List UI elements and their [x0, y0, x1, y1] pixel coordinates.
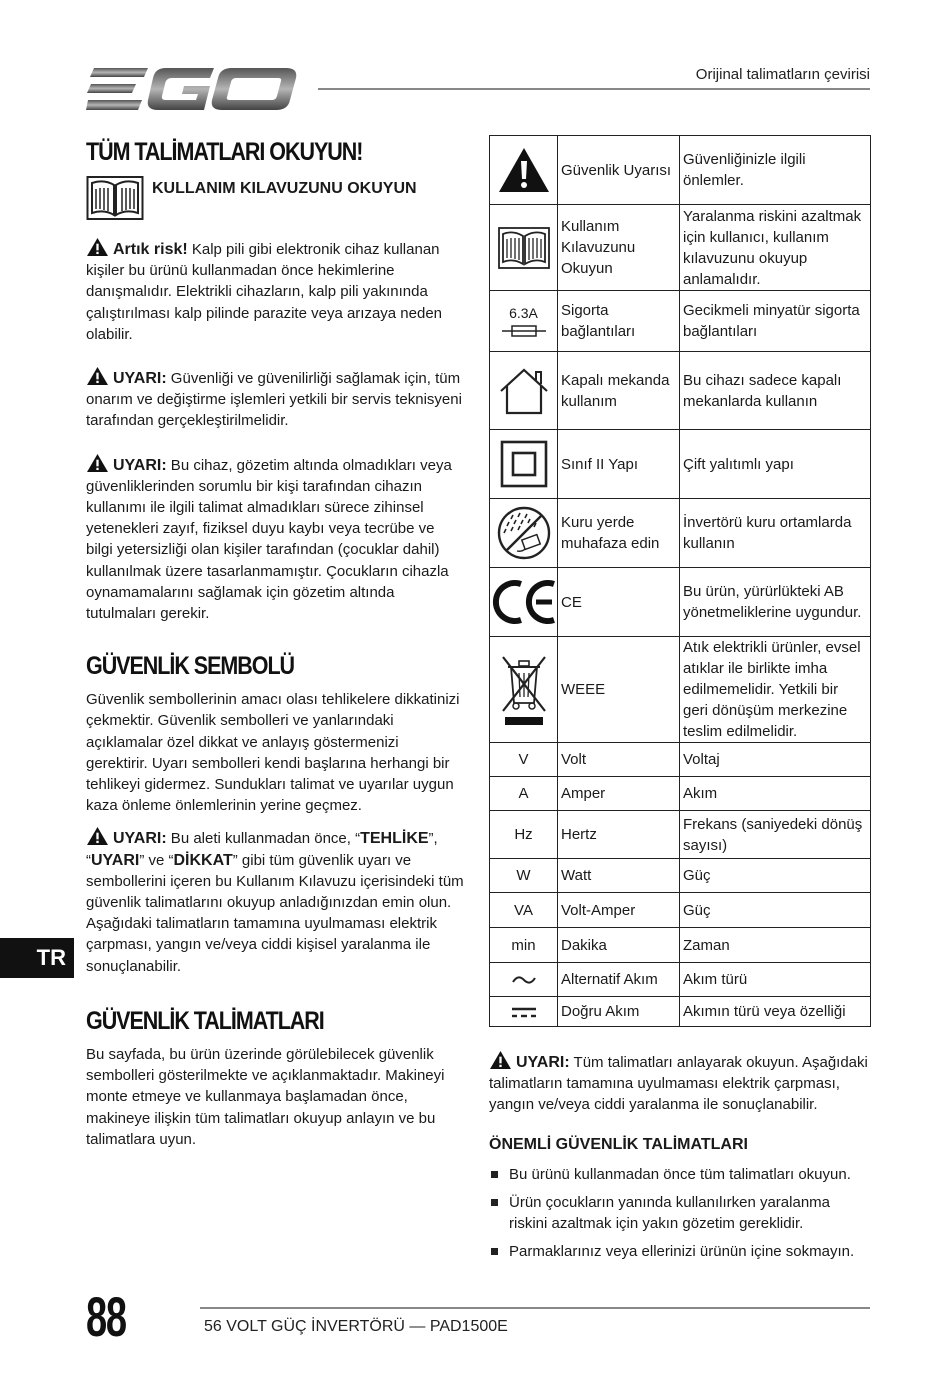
warning-text: ” gibi tüm güvenlik uyarı ve sembollerini içeren bu Kullanım Kılavuzu içerisindeki tüm güvenlik talimatlarını okuyup anladığınızdan emin olun. Aşağıdaki talimatların tamamına uyulmaması elektrik çarpması, yangın ve/veya ciddi kişisel yaralanma ile sonuçlanabilir.: [86, 851, 464, 975]
safety-instructions-paragraph: Bu sayfada, bu ürün üzerinde görülebilecek güvenlik sembolleri gösterilmekte ve açıklanmaktadır. Makineyi monte etmeye ve kullanmaya başlamadan önce, makineye ilişkin tüm talimatları okuyup anlayın ve bu talimatlara uyun.: [86, 1045, 445, 1148]
unit-symbol: W: [490, 859, 558, 893]
symbol-description: Gecikmeli minyatür sigorta bağlantıları: [680, 291, 871, 352]
warning-supervision-paragraph: [86, 453, 464, 625]
table-row: [490, 893, 871, 928]
term-tehlike: TEHLİKE: [360, 830, 429, 848]
header-divider: [318, 88, 870, 90]
symbol-name: Kullanım Kılavuzunu Okuyun: [558, 205, 680, 291]
symbol-table-container: [489, 135, 870, 1027]
list-item: [489, 1164, 870, 1185]
warning-text: Tüm talimatları anlayarak okuyun. Aşağıdaki talimatların tamamına uyulmaması elektrik çarpması, yangın ve/veya ciddi yaralanma ile sonuçlanabilir.: [489, 1054, 868, 1114]
symbol-cell: [490, 430, 558, 499]
ego-logo: [86, 64, 298, 114]
table-row: [490, 997, 871, 1027]
table-row: [490, 777, 871, 811]
list-item: [489, 1241, 870, 1262]
table-row: [490, 859, 871, 893]
warning-lead: UYARI:: [113, 456, 167, 474]
symbol-name: Watt: [558, 859, 680, 893]
warning-read-manual-paragraph: [86, 826, 464, 976]
keep-dry-icon: [496, 505, 552, 561]
symbol-name: Hertz: [558, 811, 680, 859]
safety-bullet-list: [489, 1164, 870, 1269]
read-manual-row: [86, 173, 464, 221]
symbol-name: Kapalı mekanda kullanım: [558, 352, 680, 430]
symbol-description: Atık elektrikli ürünler, evsel atıklar ile birlikte imha edilmemelidir. Yetkili bir geri dönüşüm merkezine teslim edilmelidir.: [680, 637, 871, 743]
unit-symbol: min: [490, 928, 558, 963]
bullet-square-icon: [491, 1171, 498, 1178]
warning-icon: [497, 146, 551, 194]
table-row: [490, 568, 871, 637]
symbol-name: Amper: [558, 777, 680, 811]
symbol-description: Frekans (saniyedeki dönüş sayısı): [680, 811, 871, 859]
symbol-cell: [490, 997, 558, 1027]
page-number: 88: [86, 1285, 126, 1348]
dc-current-icon: [511, 1005, 537, 1019]
symbol-name: Alternatif Akım: [558, 963, 680, 997]
symbol-description: Bu ürün, yürürlükteki AB yönetmeliklerine uygundur.: [680, 568, 871, 637]
table-row: [490, 743, 871, 777]
symbol-cell: [490, 291, 558, 352]
table-row: [490, 205, 871, 291]
section-title-safety-instructions: GÜVENLİK TALİMATLARI: [86, 1006, 324, 1035]
header-title: Orijinal talimatların çevirisi: [695, 66, 870, 83]
left-column: [86, 138, 464, 1150]
symbol-cell: [490, 136, 558, 205]
bullet-text: Bu ürünü kullanmadan önce tüm talimatları okuyun.: [509, 1166, 851, 1183]
symbol-name: Volt: [558, 743, 680, 777]
warning-repair-paragraph: [86, 366, 464, 432]
table-row: [490, 811, 871, 859]
weee-bin-icon: [499, 651, 549, 729]
symbol-cell: [490, 352, 558, 430]
safety-symbol-paragraph: Güvenlik sembollerinin amacı olası tehlikelere dikkatinizi çekmektir. Güvenlik sembolleri ve yanlarındaki açıklamalar özel dikkat ve anlayış göstermenizi gerektirir. Uyarı sembolleri kendi başlarına herhangi bir tehlikeyi gidermez. Sundukları talimat ve uyarılar uygun kaza önleme önlemlerinin yerine geçmez.: [86, 691, 460, 815]
right-warning-paragraph: [489, 1050, 870, 1116]
table-row: [490, 352, 871, 430]
fuse-rating: 6.3A: [509, 304, 538, 321]
bullet-square-icon: [491, 1248, 498, 1255]
bullet-square-icon: [491, 1199, 498, 1206]
warning-text: ” ve “: [139, 851, 174, 869]
symbol-description: Çift yalıtımlı yapı: [680, 430, 871, 499]
symbol-name: Sınıf II Yapı: [558, 430, 680, 499]
warning-icon: [86, 453, 109, 473]
warning-lead: UYARI:: [516, 1054, 570, 1071]
footer-product-title: 56 VOLT GÜÇ İNVERTÖRÜ — PAD1500E: [204, 1318, 508, 1335]
table-row: [490, 136, 871, 205]
symbol-name: Güvenlik Uyarısı: [558, 136, 680, 205]
symbol-description: Akım: [680, 777, 871, 811]
read-manual-label: KULLANIM KILAVUZUNU OKUYUN: [152, 180, 417, 197]
symbol-description: Akım türü: [680, 963, 871, 997]
unit-symbol: V: [490, 743, 558, 777]
warning-text: Bu aleti kullanmadan önce, “: [166, 830, 361, 848]
ce-mark-icon: [492, 578, 556, 626]
warning-lead: UYARI:: [113, 830, 167, 848]
footer-divider: [200, 1307, 870, 1309]
symbol-cell: [490, 205, 558, 291]
term-uyari: UYARI: [91, 851, 140, 869]
manual-book-icon: [498, 225, 550, 271]
list-item: [489, 1192, 870, 1234]
warning-icon: [86, 237, 109, 257]
risk-text: Kalp pili gibi elektronik cihaz kullanan kişiler bu ürünü kullanmadan önce hekimlerine danışmalıdır. Elektrikli cihazların, kalp pili yakınında çalıştırılması kalp pilinde parazite veya arızaya neden olabilir.: [86, 241, 443, 343]
open-book-icon: [86, 173, 144, 221]
symbol-cell: [490, 963, 558, 997]
unit-symbol: VA: [490, 893, 558, 928]
table-row: [490, 291, 871, 352]
symbol-description: Bu cihazı sadece kapalı mekanlarda kullanın: [680, 352, 871, 430]
bullet-text: Ürün çocukların yanında kullanılırken yaralanma riskini azaltmak için yakın gözetim gereklidir.: [509, 1194, 830, 1232]
symbol-table: [489, 135, 871, 1027]
symbol-cell: [490, 499, 558, 568]
symbol-description: İnvertörü kuru ortamlarda kullanın: [680, 499, 871, 568]
symbol-cell: [490, 637, 558, 743]
section-title-read-all: TÜM TALİMATLARI OKUYUN!: [86, 138, 363, 166]
warning-icon: [86, 826, 109, 846]
class-ii-icon: [500, 440, 548, 488]
symbol-description: Zaman: [680, 928, 871, 963]
symbol-cell: [490, 568, 558, 637]
unit-symbol: Hz: [490, 811, 558, 859]
table-row: [490, 928, 871, 963]
warning-text: Bu cihaz, gözetim altında olmadıkları veya güvenliklerinden sorumlu bir kişi tarafından cihazın kullanımı ile ilgili talimat almadıkları sürece zihinsel yetenekleri zayıf, fiziksel duyu kaybı veya tecrübe ve bilgi yetersizliği olan kişiler tarafından (çocuklar dahil) kullanılmak üzere tasarlanmamıştır. Çocukların cihazla oynamamalarını sağlamak için gözetim altında tutulmaları gerekir.: [86, 456, 452, 623]
table-row: [490, 430, 871, 499]
warning-text: Güvenliği ve güvenilirliği sağlamak için, tüm onarım ve değiştirme işlemleri yetkili bir servis teknisyeni tarafından gerçekleştirilmelidir.: [86, 370, 462, 430]
symbol-description: Güvenliğinizle ilgili önlemler.: [680, 136, 871, 205]
symbol-name: Sigorta bağlantıları: [558, 291, 680, 352]
table-row: [490, 499, 871, 568]
symbol-description: Voltaj: [680, 743, 871, 777]
warning-icon: [489, 1050, 512, 1070]
term-dikkat: DİKKAT: [173, 851, 233, 869]
language-tab: TR: [0, 938, 74, 978]
section-title-safety-symbol: GÜVENLİK SEMBOLÜ: [86, 652, 295, 681]
house-icon: [498, 367, 550, 415]
ac-wave-icon: [511, 973, 537, 987]
risk-lead: Artık risk!: [113, 241, 188, 258]
important-safety-title: ÖNEMLİ GÜVENLİK TALİMATLARI: [489, 1136, 748, 1153]
symbol-name: Dakika: [558, 928, 680, 963]
warning-icon: [86, 366, 109, 386]
symbol-description: Yaralanma riskini azaltmak için kullanıcı, kullanım kılavuzunu okuyup anlamalıdır.: [680, 205, 871, 291]
pacemaker-risk-paragraph: [86, 237, 464, 345]
bullet-text: Parmaklarınız veya ellerinizi ürünün içine sokmayın.: [509, 1243, 855, 1260]
warning-lead: UYARI:: [113, 370, 167, 388]
table-row: [490, 963, 871, 997]
fuse-icon: [502, 324, 546, 338]
symbol-description: Akımın türü veya özelliği: [680, 997, 871, 1027]
table-row: [490, 637, 871, 743]
unit-symbol: A: [490, 777, 558, 811]
symbol-name: Doğru Akım: [558, 997, 680, 1027]
symbol-name: CE: [558, 568, 680, 637]
warning-text: ”, “: [86, 830, 438, 869]
symbol-name: WEEE: [558, 637, 680, 743]
symbol-name: Volt-Amper: [558, 893, 680, 928]
symbol-name: Kuru yerde muhafaza edin: [558, 499, 680, 568]
symbol-description: Güç: [680, 859, 871, 893]
symbol-description: Güç: [680, 893, 871, 928]
